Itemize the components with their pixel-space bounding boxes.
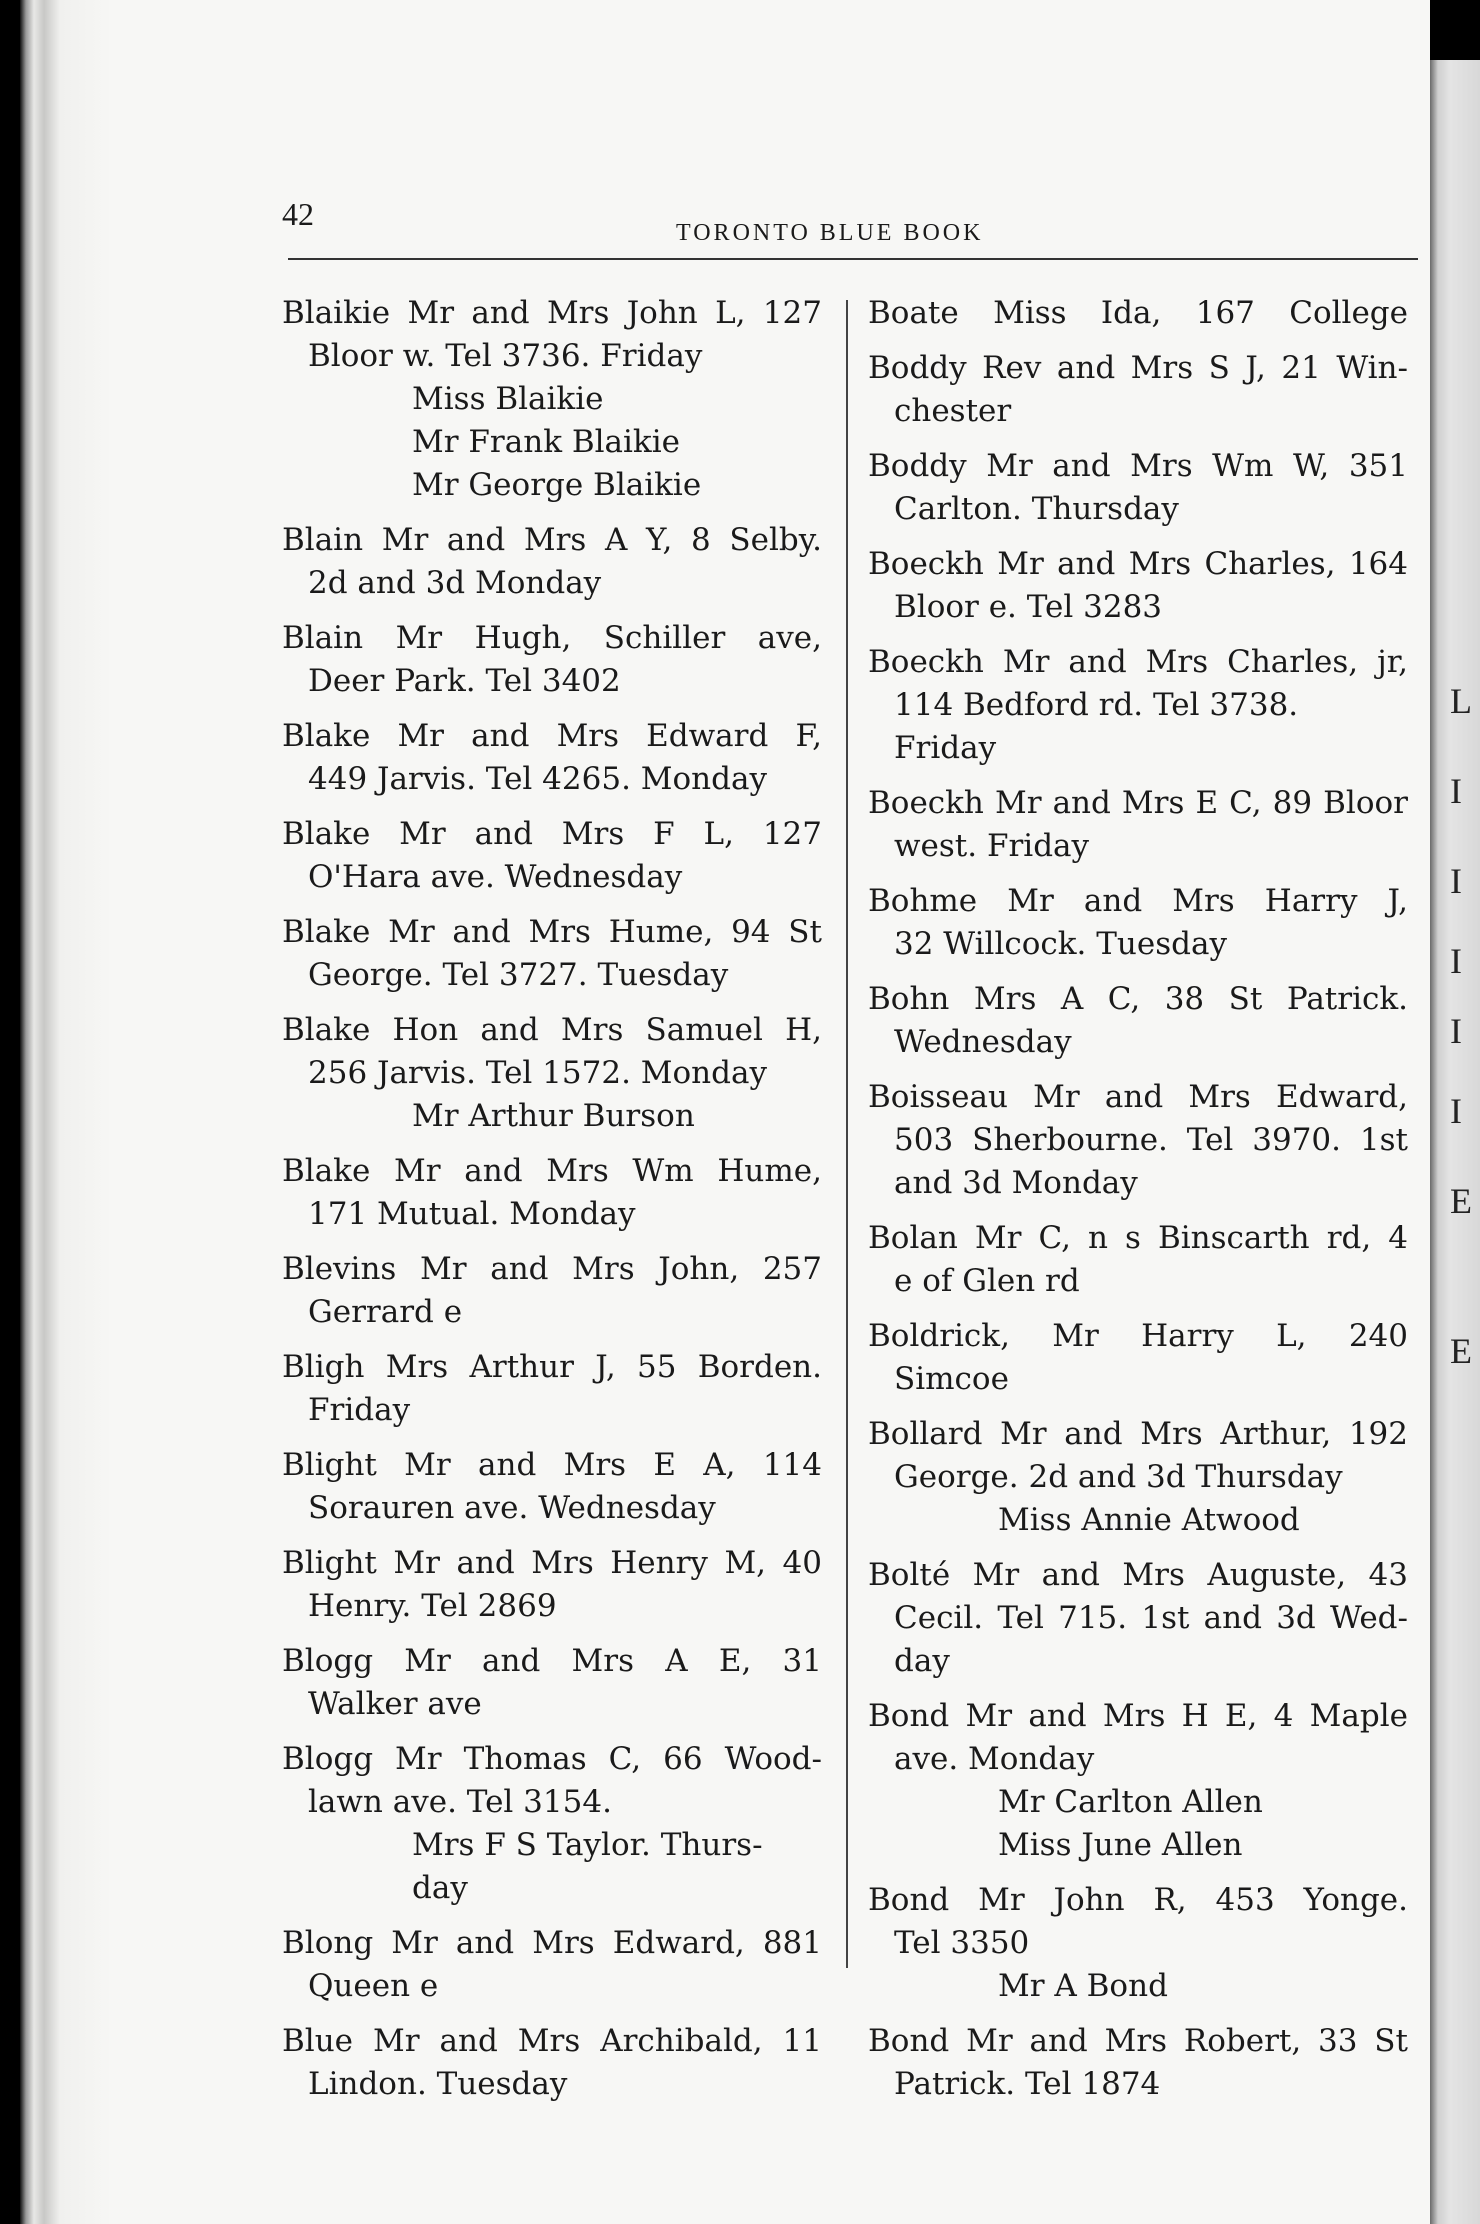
directory-entry (282, 1248, 822, 1334)
entry-continuation-line: Wednesday (894, 1024, 1072, 1060)
directory-entry (282, 292, 822, 507)
entry-first-line: Bond Mr John R, 453 Yonge. (868, 1882, 1408, 1918)
running-head: TORONTO BLUE BOOK (676, 220, 984, 246)
entry-first-line: Blevins Mr and Mrs John, 257 (282, 1251, 822, 1287)
entry-first-line: Blake Mr and Mrs F L, 127 (282, 816, 822, 852)
entry-continuation-line: Henry. Tel 2869 (308, 1588, 557, 1624)
entry-first-line: Bond Mr and Mrs Robert, 33 St (868, 2023, 1408, 2059)
directory-entry (868, 347, 1408, 433)
directory-entry (868, 880, 1408, 966)
page-number: 42 (282, 196, 314, 232)
entry-continuation-line: 503 Sherbourne. Tel 3970. 1st (894, 1122, 1408, 1158)
directory-entry (868, 782, 1408, 868)
entry-first-line: Bolté Mr and Mrs Auguste, 43 (868, 1557, 1408, 1593)
adjacent-page-letter: I (1450, 1011, 1462, 1051)
entry-first-line: Blake Mr and Mrs Hume, 94 St (282, 914, 822, 950)
entry-continuation-line: Carlton. Thursday (894, 491, 1179, 527)
directory-entry (282, 813, 822, 899)
entry-continuation-line: chester (894, 393, 1012, 429)
entry-continuation-line: Lindon. Tuesday (308, 2066, 568, 2102)
entry-continuation-line: lawn ave. Tel 3154. (308, 1784, 612, 1820)
book-page (20, 0, 1430, 2224)
entry-household-member: day (412, 1870, 468, 1906)
entry-household-member: Mrs F S Taylor. Thurs- (412, 1827, 763, 1863)
entry-continuation-line: Cecil. Tel 715. 1st and 3d Wed- (894, 1600, 1408, 1636)
entry-first-line: Boddy Mr and Mrs Wm W, 351 (868, 448, 1408, 484)
entry-continuation-line: Simcoe (894, 1361, 1009, 1397)
entry-continuation-line: Deer Park. Tel 3402 (308, 663, 621, 699)
entry-first-line: Blight Mr and Mrs E A, 114 (282, 1447, 822, 1483)
entry-first-line: Boddy Rev and Mrs S J, 21 Win- (868, 350, 1408, 386)
directory-entry (868, 1315, 1408, 1401)
entry-continuation-line: George. Tel 3727. Tuesday (308, 957, 729, 993)
entry-first-line: Boeckh Mr and Mrs Charles, jr, (868, 644, 1408, 680)
directory-entry (868, 1695, 1408, 1867)
entry-first-line: Blain Mr Hugh, Schiller ave, (282, 620, 822, 656)
entry-household-member: Miss Blaikie (412, 381, 604, 417)
directory-entry (868, 1413, 1408, 1542)
adjacent-page-letter: E (1450, 1181, 1472, 1221)
entry-first-line: Blake Hon and Mrs Samuel H, (282, 1012, 822, 1048)
entry-continuation-line: 256 Jarvis. Tel 1572. Monday (308, 1055, 767, 1091)
right-column (868, 292, 1408, 2118)
entry-first-line: Bolan Mr C, n s Binscarth rd, 4 (868, 1220, 1408, 1256)
entry-household-member: Mr George Blaikie (412, 467, 702, 503)
entry-household-member: Mr A Bond (998, 1968, 1168, 2004)
entry-first-line: Blogg Mr Thomas C, 66 Wood- (282, 1741, 822, 1777)
adjacent-page-letter: E (1450, 1331, 1472, 1371)
entry-household-member: Miss June Allen (998, 1827, 1243, 1863)
entry-first-line: Blight Mr and Mrs Henry M, 40 (282, 1545, 822, 1581)
column-divider (846, 300, 848, 1968)
directory-entry (282, 1009, 822, 1138)
directory-entry (282, 1738, 822, 1910)
entry-first-line: Blain Mr and Mrs A Y, 8 Selby. (282, 522, 822, 558)
entry-continuation-line: Walker ave (308, 1686, 482, 1722)
directory-entry (868, 1076, 1408, 1205)
entry-continuation-line: 114 Bedford rd. Tel 3738. Friday (894, 687, 1299, 766)
adjacent-page-letter: I (1450, 861, 1462, 901)
directory-entry (868, 292, 1408, 335)
directory-entry (282, 911, 822, 997)
entry-continuation-line: Bloor e. Tel 3283 (894, 589, 1163, 625)
entry-first-line: Boisseau Mr and Mrs Edward, (868, 1079, 1408, 1115)
entry-first-line: Bohme Mr and Mrs Harry J, (868, 883, 1408, 919)
entry-continuation-line: 32 Willcock. Tuesday (894, 926, 1227, 962)
entry-continuation-line: ave. Monday (894, 1741, 1095, 1777)
directory-entry (868, 1879, 1408, 2008)
entry-household-member: Mr Frank Blaikie (412, 424, 680, 460)
entry-first-line: Blogg Mr and Mrs A E, 31 (282, 1643, 822, 1679)
entry-continuation-line: and 3d Monday (894, 1165, 1138, 1201)
directory-entry (282, 1922, 822, 2008)
entry-continuation-line: e of Glen rd (894, 1263, 1080, 1299)
header-rule (288, 258, 1418, 260)
adjacent-page-edge (1430, 60, 1480, 2224)
entry-first-line: Bohn Mrs A C, 38 St Patrick. (868, 981, 1408, 1017)
directory-entry (868, 1217, 1408, 1303)
directory-entry (868, 978, 1408, 1064)
directory-entry (868, 445, 1408, 531)
entry-first-line: Bollard Mr and Mrs Arthur, 192 (868, 1416, 1408, 1452)
directory-entry (282, 1346, 822, 1432)
left-column (282, 292, 822, 2118)
page-gutter-shadow (20, 0, 112, 2224)
entry-first-line: Boldrick, Mr Harry L, 240 (868, 1318, 1408, 1354)
directory-entry (868, 2020, 1408, 2106)
entry-continuation-line: O'Hara ave. Wednesday (308, 859, 683, 895)
directory-entry (868, 543, 1408, 629)
entry-continuation-line: Queen e (308, 1968, 439, 2004)
entry-first-line: Boeckh Mr and Mrs Charles, 164 (868, 546, 1408, 582)
entry-first-line: Blong Mr and Mrs Edward, 881 (282, 1925, 822, 1961)
entry-first-line: Bligh Mrs Arthur J, 55 Borden. (282, 1349, 822, 1385)
entry-household-member: Miss Annie Atwood (998, 1502, 1300, 1538)
entry-continuation-line: 449 Jarvis. Tel 4265. Monday (308, 761, 767, 797)
directory-entry (282, 1150, 822, 1236)
adjacent-page-letter: L (1450, 681, 1472, 721)
entry-continuation-line: Patrick. Tel 1874 (894, 2066, 1161, 2102)
entry-first-line: Blaikie Mr and Mrs John L, 127 (282, 295, 822, 331)
entry-continuation-line: 171 Mutual. Monday (308, 1196, 636, 1232)
adjacent-page-letter: I (1450, 1091, 1462, 1131)
entry-first-line: Boeckh Mr and Mrs E C, 89 Bloor (868, 785, 1408, 821)
directory-entry (868, 641, 1408, 770)
directory-entry (868, 1554, 1408, 1683)
entry-continuation-line: Tel 3350 (894, 1925, 1030, 1961)
entry-continuation-line: Sorauren ave. Wednesday (308, 1490, 716, 1526)
entry-first-line: Boate Miss Ida, 167 College (868, 295, 1408, 331)
directory-entry (282, 617, 822, 703)
entry-continuation-line: west. Friday (894, 828, 1090, 864)
entry-first-line: Blue Mr and Mrs Archibald, 11 (282, 2023, 822, 2059)
entry-continuation-line: Gerrard e (308, 1294, 463, 1330)
entry-continuation-line: George. 2d and 3d Thursday (894, 1459, 1343, 1495)
entry-first-line: Blake Mr and Mrs Wm Hume, (282, 1153, 822, 1189)
entry-continuation-line: Friday (308, 1392, 411, 1428)
directory-entry (282, 2020, 822, 2106)
entry-household-member: Mr Arthur Burson (412, 1098, 695, 1134)
directory-entry (282, 519, 822, 605)
directory-entry (282, 1542, 822, 1628)
entry-first-line: Blake Mr and Mrs Edward F, (282, 718, 822, 754)
entry-continuation-line: day (894, 1643, 950, 1679)
entry-first-line: Bond Mr and Mrs H E, 4 Maple (868, 1698, 1408, 1734)
directory-entry (282, 1444, 822, 1530)
adjacent-page-letter: I (1450, 941, 1462, 981)
directory-entry (282, 715, 822, 801)
adjacent-page-letter: I (1450, 771, 1462, 811)
entry-household-member: Mr Carlton Allen (998, 1784, 1263, 1820)
directory-entry (282, 1640, 822, 1726)
entry-continuation-line: 2d and 3d Monday (308, 565, 602, 601)
entry-continuation-line: Bloor w. Tel 3736. Friday (308, 338, 703, 374)
